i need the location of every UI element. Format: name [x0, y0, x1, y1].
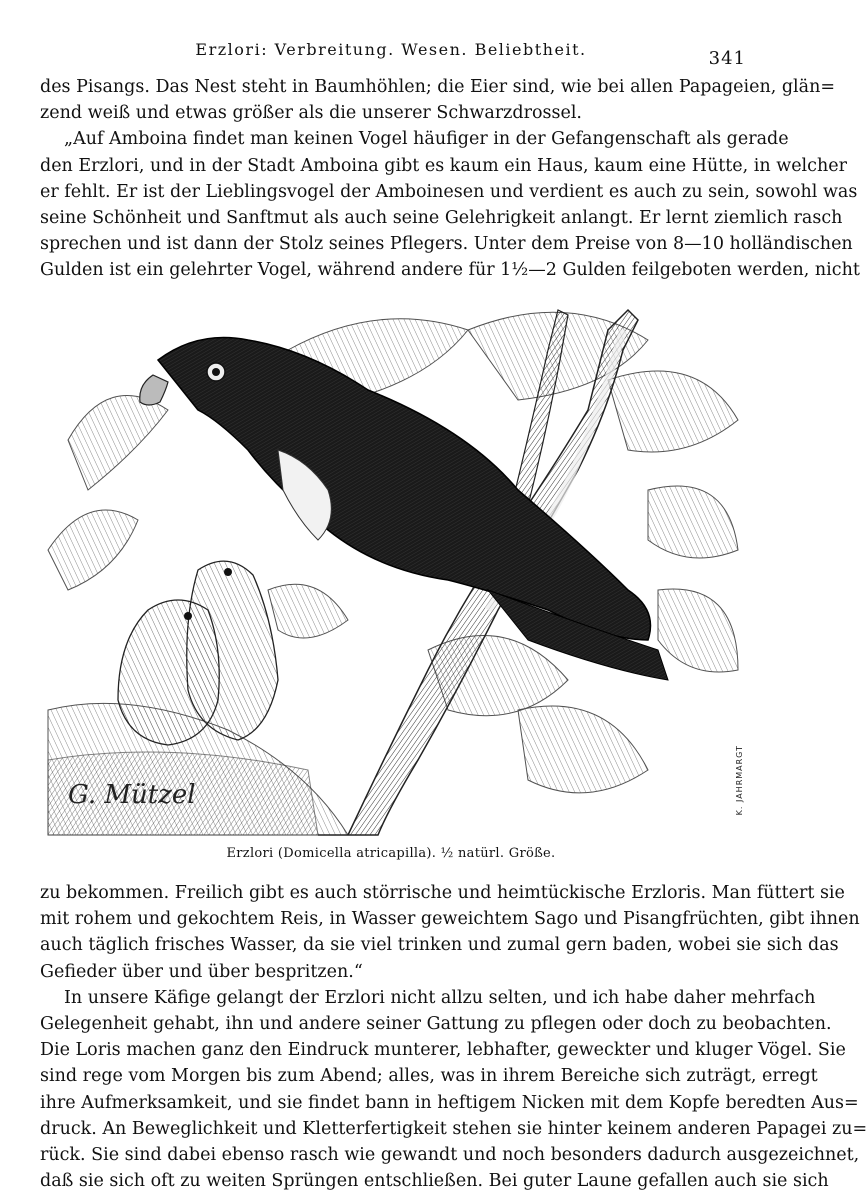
text-line: mit rohem und gekochtem Reis, in Wasser geweichtem Sago und Pisangfrüchten, gibt ihnen	[40, 909, 860, 930]
text-line: rück. Sie sind dabei ebenso rasch wie gewandt und noch besonders dadurch ausgezeichnet,	[40, 1144, 860, 1165]
text-line: des Pisangs. Das Nest steht in Baumhöhlen; die Eier sind, wie bei allen Papageien, glän=	[40, 77, 836, 97]
text-line: Gelegenheit gehabt, ihn und andere seiner Gattung zu pflegen oder doch zu beobachten.	[40, 1013, 832, 1034]
text-line: „Auf Amboina findet man keinen Vogel häufiger in der Gefangenschaft als gerade	[64, 129, 789, 150]
text-line: er fehlt. Er ist der Lieblingsvogel der Amboinesen und verdient es auch zu sein, sowohl was	[40, 181, 858, 202]
page-header	[36, 40, 746, 70]
text-line: Gefieder über und über bespritzen.“	[40, 961, 363, 982]
parrot-engraving	[48, 290, 738, 835]
top-text-block	[40, 74, 860, 284]
text-line: In unsere Käfige gelangt der Erzlori nicht allzu selten, und ich habe daher mehrfach	[64, 987, 816, 1008]
running-head: Erzlori: Verbreitung. Wesen. Beliebtheit.	[195, 40, 587, 59]
small-parrots	[118, 561, 278, 745]
text-line: sprechen und ist dann der Stolz seines Pflegers. Unter dem Preise von 8—10 holländischen	[40, 234, 853, 255]
text-line: druck. An Beweglichkeit und Kletterfertigkeit stehen sie hinter keinem anderen Papagei zu=	[40, 1118, 867, 1139]
text-line: zend weiß und etwas größer als die unserer Schwarzdrossel.	[40, 103, 582, 124]
page-number: 341	[708, 48, 746, 69]
text-line: zu bekommen. Freilich gibt es auch störrische und heimtückische Erzloris. Man füttert sie	[40, 883, 845, 903]
figure-caption: Erzlori (Domicella atricapilla). ½ natürl. Größe.	[226, 846, 556, 861]
bottom-text-block	[40, 880, 867, 1194]
text-line: daß sie sich oft zu weiten Sprüngen entschließen. Bei guter Laune gefallen auch sie sich	[40, 1171, 829, 1192]
text-line: seine Schönheit und Sanftmut als auch seine Gelehrigkeit anlangt. Er lernt ziemlich rasch	[40, 207, 843, 228]
text-line: Die Loris machen ganz den Eindruck munterer, lebhafter, geweckter und kluger Vögel. Sie	[40, 1040, 846, 1061]
engraving-figure	[48, 290, 744, 835]
text-line: Gulden ist ein gelehrter Vogel, während andere für 1½—2 Gulden feilgeboten werden, nicht	[40, 260, 860, 281]
text-line: auch täglich frisches Wasser, da sie viel trinken und zumal gern baden, wobei sie sich das	[40, 935, 839, 956]
engraver-mark: K. JAHRMARGT	[735, 745, 744, 816]
text-line: sind rege vom Morgen bis zum Abend; alles, was in ihrem Bereiche sich zuträgt, erregt	[40, 1066, 818, 1087]
artist-signature: G. Mützel	[68, 780, 196, 810]
text-line: den Erzlori, und in der Stadt Amboina gibt es kaum ein Haus, kaum eine Hütte, in welcher	[40, 155, 847, 176]
text-line: ihre Aufmerksamkeit, und sie findet bann in heftigem Nicken mit dem Kopfe beredten Aus=	[40, 1092, 859, 1113]
